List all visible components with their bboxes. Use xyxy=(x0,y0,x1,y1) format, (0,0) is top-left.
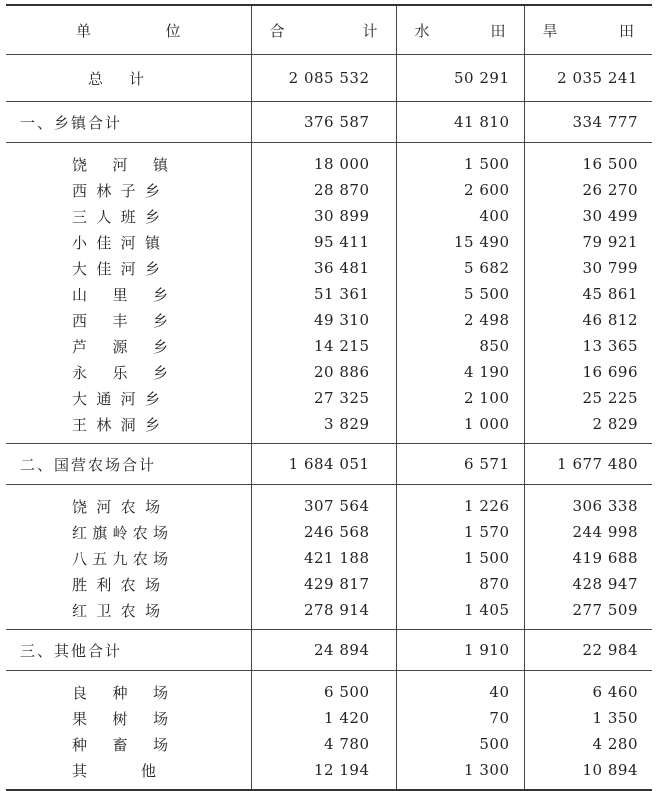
table-row xyxy=(6,143,652,178)
cell-dry: 45 861 xyxy=(524,281,652,307)
subtotal-paddy: 1 910 xyxy=(396,630,524,671)
table-row xyxy=(6,545,652,571)
unit-name xyxy=(6,229,251,255)
unit-name xyxy=(6,255,251,281)
cell-total: 51 361 xyxy=(251,281,396,307)
cell-paddy: 1 500 xyxy=(396,545,524,571)
unit-name xyxy=(6,359,251,385)
cell-total: 14 215 xyxy=(251,333,396,359)
cell-paddy: 1 570 xyxy=(396,519,524,545)
cell-total: 278 914 xyxy=(251,597,396,630)
table-row xyxy=(6,255,652,281)
subtotal-total: 24 894 xyxy=(251,630,396,671)
table-row xyxy=(6,731,652,757)
cell-total: 421 188 xyxy=(251,545,396,571)
unit-name xyxy=(6,545,251,571)
subtotal-label: 二、国营农场合计 xyxy=(6,444,251,485)
table-row xyxy=(6,411,652,444)
unit-name-text: 小 佳 河 镇 xyxy=(72,233,160,252)
unit-name xyxy=(6,307,251,333)
unit-name-text: 饶 河 农 场 xyxy=(72,497,160,516)
cell-dry: 26 270 xyxy=(524,177,652,203)
unit-name-text: 永 乐 乡 xyxy=(72,363,168,382)
grand-total-row xyxy=(6,55,652,102)
table-row xyxy=(6,177,652,203)
unit-name xyxy=(6,333,251,359)
table-header xyxy=(6,5,652,55)
cell-dry: 244 998 xyxy=(524,519,652,545)
unit-name xyxy=(6,757,251,790)
subtotal-paddy: 41 810 xyxy=(396,102,524,143)
cell-paddy: 1 300 xyxy=(396,757,524,790)
cell-dry: 16 500 xyxy=(524,143,652,178)
unit-name-text: 良 种 场 xyxy=(72,683,168,702)
cell-dry: 6 460 xyxy=(524,671,652,706)
unit-name-text: 芦 源 乡 xyxy=(72,337,168,356)
cell-paddy: 2 600 xyxy=(396,177,524,203)
header-total: 合 计 xyxy=(251,5,396,55)
unit-name-text: 胜 利 农 场 xyxy=(72,575,160,594)
table-row xyxy=(6,519,652,545)
unit-name-text: 西 林 子 乡 xyxy=(72,181,160,200)
cell-paddy: 2 498 xyxy=(396,307,524,333)
cell-total: 18 000 xyxy=(251,143,396,178)
unit-name xyxy=(6,597,251,630)
cell-paddy: 70 xyxy=(396,705,524,731)
table-row xyxy=(6,359,652,385)
header-dry: 旱 田 xyxy=(524,5,652,55)
unit-name-text: 红 旗 岭 农 场 xyxy=(72,523,168,542)
subtotal-row xyxy=(6,630,652,671)
cell-total: 28 870 xyxy=(251,177,396,203)
table-row xyxy=(6,203,652,229)
subtotal-dry: 334 777 xyxy=(524,102,652,143)
header-unit: 单 位 xyxy=(6,5,251,55)
cell-dry: 306 338 xyxy=(524,485,652,520)
unit-name-text: 八 五 九 农 场 xyxy=(72,549,168,568)
unit-name xyxy=(6,731,251,757)
grand-total-paddy: 50 291 xyxy=(396,55,524,102)
cell-paddy: 5 682 xyxy=(396,255,524,281)
subtotal-paddy: 6 571 xyxy=(396,444,524,485)
cell-dry: 16 696 xyxy=(524,359,652,385)
subtotal-row xyxy=(6,444,652,485)
cell-paddy: 4 190 xyxy=(396,359,524,385)
cell-total: 95 411 xyxy=(251,229,396,255)
cell-paddy: 1 500 xyxy=(396,143,524,178)
cell-dry: 1 350 xyxy=(524,705,652,731)
table-row xyxy=(6,671,652,706)
cell-total: 1 420 xyxy=(251,705,396,731)
cell-paddy: 5 500 xyxy=(396,281,524,307)
cell-dry: 2 829 xyxy=(524,411,652,444)
table-row xyxy=(6,705,652,731)
grand-total-label: 总计 xyxy=(6,55,251,102)
unit-name xyxy=(6,705,251,731)
cell-total: 20 886 xyxy=(251,359,396,385)
table-row xyxy=(6,757,652,790)
cell-total: 27 325 xyxy=(251,385,396,411)
cell-dry: 13 365 xyxy=(524,333,652,359)
cell-paddy: 850 xyxy=(396,333,524,359)
cell-total: 3 829 xyxy=(251,411,396,444)
cell-total: 6 500 xyxy=(251,671,396,706)
unit-name-text: 西 丰 乡 xyxy=(72,311,168,330)
unit-name xyxy=(6,143,251,178)
unit-name-text: 王 林 洞 乡 xyxy=(72,415,160,434)
grand-total-value: 2 085 532 xyxy=(251,55,396,102)
unit-name xyxy=(6,385,251,411)
unit-name-text: 果 树 场 xyxy=(72,709,168,728)
subtotal-label: 一、乡镇合计 xyxy=(6,102,251,143)
cell-paddy: 15 490 xyxy=(396,229,524,255)
table-row xyxy=(6,597,652,630)
cell-paddy: 1 226 xyxy=(396,485,524,520)
farmland-table xyxy=(6,4,652,791)
cell-paddy: 2 100 xyxy=(396,385,524,411)
unit-name xyxy=(6,519,251,545)
header-paddy: 水 田 xyxy=(396,5,524,55)
unit-name xyxy=(6,177,251,203)
cell-total: 30 899 xyxy=(251,203,396,229)
table-row xyxy=(6,307,652,333)
subtotal-dry: 1 677 480 xyxy=(524,444,652,485)
cell-dry: 30 499 xyxy=(524,203,652,229)
unit-name xyxy=(6,411,251,444)
table-body xyxy=(6,55,652,791)
cell-paddy: 500 xyxy=(396,731,524,757)
cell-dry: 4 280 xyxy=(524,731,652,757)
cell-dry: 79 921 xyxy=(524,229,652,255)
cell-dry: 46 812 xyxy=(524,307,652,333)
unit-name xyxy=(6,485,251,520)
subtotal-total: 376 587 xyxy=(251,102,396,143)
cell-paddy: 400 xyxy=(396,203,524,229)
table-row xyxy=(6,571,652,597)
table-row xyxy=(6,229,652,255)
table-row xyxy=(6,333,652,359)
cell-total: 307 564 xyxy=(251,485,396,520)
cell-dry: 428 947 xyxy=(524,571,652,597)
unit-name xyxy=(6,671,251,706)
unit-name xyxy=(6,203,251,229)
table-row xyxy=(6,385,652,411)
cell-total: 429 817 xyxy=(251,571,396,597)
subtotal-row xyxy=(6,102,652,143)
unit-name-text: 种 畜 场 xyxy=(72,735,168,754)
subtotal-dry: 22 984 xyxy=(524,630,652,671)
cell-paddy: 870 xyxy=(396,571,524,597)
cell-total: 246 568 xyxy=(251,519,396,545)
unit-name-text: 其 他 xyxy=(72,761,156,780)
cell-dry: 25 225 xyxy=(524,385,652,411)
subtotal-label: 三、其他合计 xyxy=(6,630,251,671)
cell-dry: 30 799 xyxy=(524,255,652,281)
unit-name-text: 红 卫 农 场 xyxy=(72,601,160,620)
cell-total: 12 194 xyxy=(251,757,396,790)
cell-dry: 10 894 xyxy=(524,757,652,790)
table-row xyxy=(6,485,652,520)
subtotal-total: 1 684 051 xyxy=(251,444,396,485)
cell-dry: 277 509 xyxy=(524,597,652,630)
unit-name-text: 山 里 乡 xyxy=(72,285,168,304)
unit-name-text: 大 佳 河 乡 xyxy=(72,259,160,278)
table-row xyxy=(6,281,652,307)
cell-paddy: 1 405 xyxy=(396,597,524,630)
cell-total: 36 481 xyxy=(251,255,396,281)
cell-paddy: 40 xyxy=(396,671,524,706)
cell-dry: 419 688 xyxy=(524,545,652,571)
cell-total: 4 780 xyxy=(251,731,396,757)
grand-total-dry: 2 035 241 xyxy=(524,55,652,102)
unit-name-text: 三 人 班 乡 xyxy=(72,207,160,226)
unit-name-text: 饶 河 镇 xyxy=(72,155,168,174)
cell-total: 49 310 xyxy=(251,307,396,333)
cell-paddy: 1 000 xyxy=(396,411,524,444)
unit-name xyxy=(6,571,251,597)
unit-name-text: 大 通 河 乡 xyxy=(72,389,160,408)
unit-name xyxy=(6,281,251,307)
